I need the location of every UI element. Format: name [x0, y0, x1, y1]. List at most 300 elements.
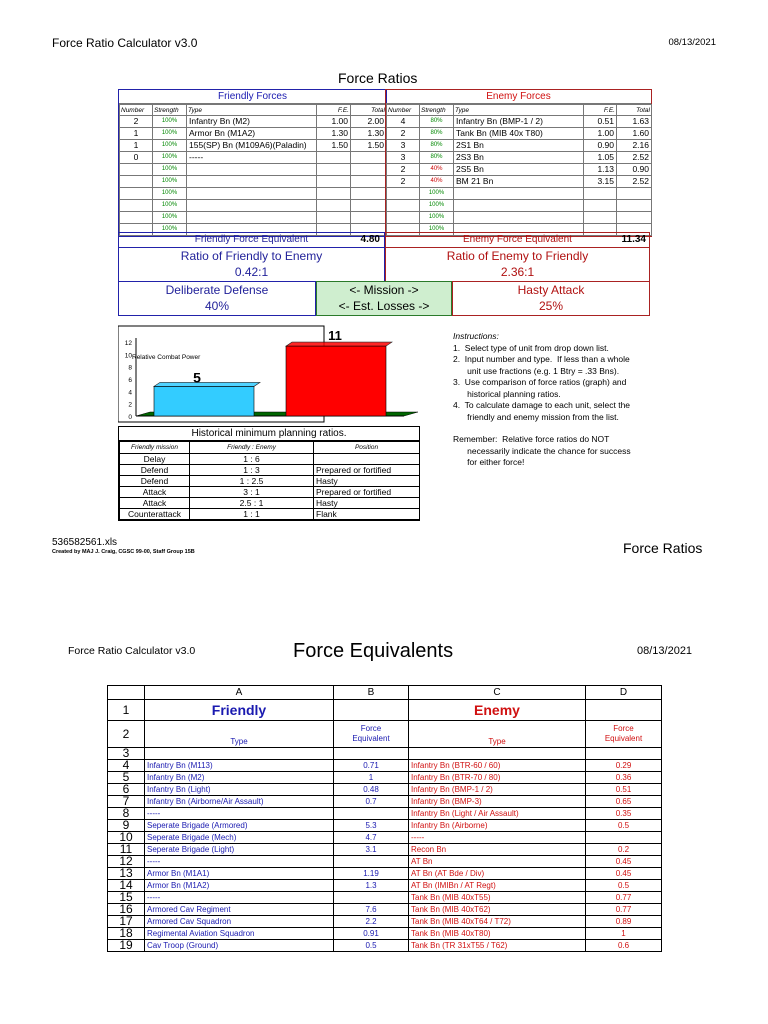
column-letter [108, 686, 145, 700]
hist-ratio: 2.5 : 1 [190, 498, 314, 509]
unit-type [187, 176, 317, 188]
enemy-forces-header: Enemy Forces [386, 90, 651, 104]
unit-count: 3 [387, 152, 420, 164]
enemy-type: Infantry Bn (BMP-1 / 2) [409, 784, 586, 796]
hist-col-position: Position [314, 442, 420, 454]
bar-top-friendly [154, 382, 260, 386]
hist-row [120, 465, 420, 476]
enemy-type: ----- [409, 832, 586, 844]
fe-row [108, 892, 662, 904]
col-type: Type [187, 105, 317, 116]
friendly-forces-header: Friendly Forces [119, 90, 386, 104]
unit-fe: 1.30 [317, 128, 351, 140]
friendly-type: Regimental Aviation Squadron [145, 928, 334, 940]
unit-type [187, 164, 317, 176]
unit-count: 2 [120, 116, 153, 128]
unit-type: Infantry Bn (BMP-1 / 2) [454, 116, 584, 128]
unit-count: 2 [387, 176, 420, 188]
unit-type: Infantry Bn (M2) [187, 116, 317, 128]
enemy-fe: 0.35 [586, 808, 662, 820]
col-number: Number [387, 105, 420, 116]
mission-label: <- Mission -> [349, 283, 419, 297]
unit-strength: 100% [420, 200, 454, 212]
y-tick-label: 6 [128, 377, 132, 384]
unit-count: 4 [387, 116, 420, 128]
fe-row [108, 784, 662, 796]
unit-count [120, 176, 153, 188]
enemy-fe: 0.77 [586, 904, 662, 916]
unit-fe [317, 200, 351, 212]
hist-position: Prepared or fortified [314, 465, 420, 476]
fe-label-line1: Force [613, 724, 634, 733]
row-number: 4 [108, 760, 145, 772]
unit-type [187, 212, 317, 224]
unit-strength: 40% [420, 176, 454, 188]
fe-label-line2: Equivalent [604, 734, 643, 743]
y-tick-label: 4 [128, 389, 132, 397]
friendly-unit-row[interactable] [120, 188, 387, 200]
unit-fe [584, 188, 617, 200]
page2-app-title: Force Ratio Calculator v3.0 [68, 645, 196, 657]
friendly-forces-panel [118, 89, 387, 237]
historical-ratios-panel [118, 426, 420, 521]
row-number: 12 [108, 856, 145, 868]
unit-total: 2.52 [617, 176, 652, 188]
unit-fe [317, 188, 351, 200]
hist-mission: Delay [120, 454, 190, 465]
enemy-fe: 0.36 [586, 772, 662, 784]
footer-title: Force Ratios [623, 540, 703, 556]
friendly-fe: 0.71 [334, 760, 409, 772]
friendly-type-label: Type [145, 721, 334, 748]
relative-combat-power-chart [118, 322, 424, 426]
remember-line: necessarily indicate the chance for success [453, 445, 631, 456]
instruction-line: friendly and enemy mission from the list. [453, 411, 619, 422]
unit-total [617, 200, 652, 212]
unit-strength: 100% [153, 152, 187, 164]
friendly-unit-row[interactable] [120, 200, 387, 212]
instruction-line: unit use fractions (e.g. 1 Btry = .33 Bns). [453, 365, 620, 376]
row-number: 3 [108, 748, 145, 760]
unit-strength: 100% [153, 140, 187, 152]
friendly-fe: 2.2 [334, 916, 409, 928]
friendly-forces-table [119, 104, 387, 236]
row-number: 18 [108, 928, 145, 940]
unit-strength: 100% [153, 224, 187, 236]
unit-fe: 1.00 [317, 116, 351, 128]
enemy-unit-row[interactable] [387, 164, 652, 176]
row-number: 13 [108, 868, 145, 880]
friendly-unit-row[interactable] [120, 116, 387, 128]
unit-strength: 100% [153, 164, 187, 176]
friendly-type: Infantry Bn (M2) [145, 772, 334, 784]
enemy-type: Infantry Bn (Light / Air Assault) [409, 808, 586, 820]
unit-fe: 1.05 [584, 152, 617, 164]
unit-type [187, 188, 317, 200]
friendly-fe-box [118, 232, 385, 248]
unit-total: 1.63 [617, 116, 652, 128]
remember-line: Remember: Relative force ratios do NOT [453, 434, 610, 444]
enemy-heading: Enemy [409, 700, 586, 721]
unit-strength: 100% [153, 128, 187, 140]
row-number: 8 [108, 808, 145, 820]
hist-position: Hasty [314, 498, 420, 509]
enemy-type: Tank Bn (MIB 40xT62) [409, 904, 586, 916]
enemy-fe: 0.51 [586, 784, 662, 796]
unit-total: 2.00 [351, 116, 387, 128]
enemy-type: Infantry Bn (Airborne) [409, 820, 586, 832]
enemy-fe: 0.5 [586, 820, 662, 832]
unit-total: 2.16 [617, 140, 652, 152]
friendly-fe [334, 748, 409, 760]
unit-fe: 0.51 [584, 116, 617, 128]
col-total: Total [351, 105, 387, 116]
enemy-fe [586, 832, 662, 844]
hist-ratio: 1 : 2.5 [190, 476, 314, 487]
enemy-ratio-value: 2.36:1 [500, 265, 535, 279]
fe-row [108, 868, 662, 880]
instruction-line: 4. To calculate damage to each unit, select the [453, 400, 631, 410]
unit-strength: 80% [420, 128, 454, 140]
enemy-ratio-box [385, 247, 650, 282]
enemy-type-label: Type [409, 721, 586, 748]
fe-row [108, 760, 662, 772]
friendly-type: Seperate Brigade (Light) [145, 844, 334, 856]
enemy-fe: 0.65 [586, 796, 662, 808]
fe-row [108, 916, 662, 928]
enemy-type: Infantry Bn (BTR-70 / 80) [409, 772, 586, 784]
hist-ratio: 1 : 6 [190, 454, 314, 465]
unit-fe [584, 200, 617, 212]
enemy-fe-value: 11.34 [621, 234, 646, 245]
col-total: Total [617, 105, 652, 116]
enemy-type: Tank Bn (MIB 40xT80) [409, 928, 586, 940]
col-strength: Strength [153, 105, 187, 116]
unit-strength: 80% [420, 152, 454, 164]
enemy-loss-value: 25% [538, 299, 564, 313]
hist-ratio: 1 : 3 [190, 465, 314, 476]
enemy-unit-row[interactable] [387, 200, 652, 212]
unit-strength: 100% [153, 176, 187, 188]
friendly-fe: 1 [334, 772, 409, 784]
data-label: 5 [193, 369, 201, 386]
hist-row [120, 454, 420, 465]
unit-count [387, 188, 420, 200]
friendly-unit-row[interactable] [120, 140, 387, 152]
friendly-fe: 3.1 [334, 844, 409, 856]
bar-enemy [286, 346, 386, 416]
unit-type: Armor Bn (M1A2) [187, 128, 317, 140]
unit-strength: 100% [420, 224, 454, 236]
unit-strength: 100% [420, 188, 454, 200]
instruction-line: 2. Input number and type. If less than a whole [453, 354, 630, 364]
hist-ratio: 1 : 1 [190, 509, 314, 520]
row-number: 7 [108, 796, 145, 808]
enemy-type: Recon Bn [409, 844, 586, 856]
column-letter: D [586, 686, 662, 700]
hist-mission: Defend [120, 476, 190, 487]
row-number: 14 [108, 880, 145, 892]
unit-type [454, 212, 584, 224]
unit-fe: 1.50 [317, 140, 351, 152]
hist-position: Flank [314, 509, 420, 520]
row-number: 11 [108, 844, 145, 856]
unit-fe [584, 212, 617, 224]
unit-strength: 100% [153, 188, 187, 200]
unit-total [351, 164, 387, 176]
enemy-fe: 0.77 [586, 892, 662, 904]
enemy-fe: 0.6 [586, 940, 662, 952]
friendly-fe [334, 856, 409, 868]
enemy-mission-value: Hasty Attack [517, 283, 585, 297]
friendly-ratio-value: 0.42:1 [234, 265, 269, 279]
row-number: 9 [108, 820, 145, 832]
unit-count [120, 164, 153, 176]
unit-total: 1.60 [617, 128, 652, 140]
col-type: Type [454, 105, 584, 116]
row-number: 10 [108, 832, 145, 844]
enemy-type [409, 748, 586, 760]
col-strength: Strength [420, 105, 454, 116]
friendly-fe: 4.7 [334, 832, 409, 844]
unit-fe [317, 176, 351, 188]
unit-total [617, 188, 652, 200]
enemy-fe: 0.45 [586, 868, 662, 880]
row-number: 5 [108, 772, 145, 784]
column-letter: B [334, 686, 409, 700]
friendly-type: Seperate Brigade (Mech) [145, 832, 334, 844]
unit-type: 2S5 Bn [454, 164, 584, 176]
friendly-unit-row[interactable] [120, 212, 387, 224]
row-number: 15 [108, 892, 145, 904]
unit-type [454, 188, 584, 200]
chart-title: Relative Combat Power [132, 354, 201, 361]
enemy-forces-panel [385, 89, 652, 237]
file-name: 536582561.xls [52, 537, 118, 548]
friendly-fe-label: Friendly Force Equivalent [194, 234, 309, 245]
hist-mission: Attack [120, 487, 190, 498]
force-equivalents-table [107, 685, 662, 952]
unit-count: 1 [120, 140, 153, 152]
fe-row [108, 820, 662, 832]
enemy-type: Infantry Bn (BTR-60 / 60) [409, 760, 586, 772]
page-title: Force Ratios [338, 70, 418, 86]
unit-fe: 3.15 [584, 176, 617, 188]
enemy-fe: 0.89 [586, 916, 662, 928]
friendly-type: Armor Bn (M1A2) [145, 880, 334, 892]
friendly-unit-row[interactable] [120, 152, 387, 164]
enemy-unit-row[interactable] [387, 116, 652, 128]
unit-type: BM 21 Bn [454, 176, 584, 188]
unit-total [351, 212, 387, 224]
print-date: 08/13/2021 [668, 37, 716, 48]
friendly-unit-row[interactable] [120, 176, 387, 188]
enemy-type: Tank Bn (MIB 40xT64 / T72) [409, 916, 586, 928]
fe-row [108, 880, 662, 892]
enemy-type: AT Bn (AT Bde / Div) [409, 868, 586, 880]
remember-line: for either force! [453, 457, 525, 467]
row-number: 6 [108, 784, 145, 796]
enemy-forces-table [386, 104, 652, 236]
row-number: 16 [108, 904, 145, 916]
instruction-line: 1. Select type of unit from drop down list. [453, 342, 609, 353]
friendly-unit-row[interactable] [120, 128, 387, 140]
page2-title: Force Equivalents [293, 640, 454, 662]
y-tick-label: 10 [124, 352, 132, 360]
hist-mission: Attack [120, 498, 190, 509]
unit-total [351, 152, 387, 164]
column-letter: A [145, 686, 334, 700]
friendly-type: ----- [145, 856, 334, 868]
historical-ratios-title: Historical minimum planning ratios. [119, 427, 419, 441]
hist-position [314, 454, 420, 465]
friendly-fe-value: 4.80 [360, 234, 380, 245]
enemy-unit-row[interactable] [387, 152, 652, 164]
data-label: 11 [328, 328, 342, 344]
friendly-type: Armored Cav Squadron [145, 916, 334, 928]
row-number: 17 [108, 916, 145, 928]
enemy-type: AT Bn [409, 856, 586, 868]
enemy-unit-row[interactable] [387, 128, 652, 140]
credits: Created by MAJ J. Craig, CGSC 99-00, Staff Group 15B [52, 549, 195, 555]
unit-fe [317, 152, 351, 164]
friendly-type: Armored Cav Regiment [145, 904, 334, 916]
friendly-type: Cav Troop (Ground) [145, 940, 334, 952]
friendly-fe: 1.3 [334, 880, 409, 892]
enemy-fe [586, 748, 662, 760]
unit-fe: 1.13 [584, 164, 617, 176]
unit-type: ----- [187, 152, 317, 164]
unit-count: 0 [120, 152, 153, 164]
col-fe: F.E. [584, 105, 617, 116]
fe-row [108, 844, 662, 856]
friendly-fe [334, 808, 409, 820]
enemy-fe: 0.29 [586, 760, 662, 772]
friendly-fe: 1.19 [334, 868, 409, 880]
hist-ratio: 3 : 1 [190, 487, 314, 498]
historical-ratios-table [119, 441, 420, 520]
unit-count: 2 [387, 128, 420, 140]
unit-strength: 100% [420, 212, 454, 224]
fe-row [108, 928, 662, 940]
enemy-fe-label: Enemy Force Equivalent [463, 234, 572, 245]
unit-fe [317, 212, 351, 224]
unit-count [120, 212, 153, 224]
friendly-fe: 0.5 [334, 940, 409, 952]
fe-row [108, 772, 662, 784]
unit-count: 2 [387, 164, 420, 176]
unit-type: Tank Bn (MIB 40x T80) [454, 128, 584, 140]
unit-strength: 100% [153, 212, 187, 224]
friendly-type: ----- [145, 808, 334, 820]
hist-mission: Counterattack [120, 509, 190, 520]
hist-col-mission: Friendly mission [120, 442, 190, 454]
losses-label: <- Est. Losses -> [338, 299, 430, 313]
friendly-type: Infantry Bn (M113) [145, 760, 334, 772]
fe-row [108, 808, 662, 820]
enemy-fe-label-cell [586, 721, 662, 748]
row-number: 19 [108, 940, 145, 952]
unit-total [351, 200, 387, 212]
friendly-fe [334, 892, 409, 904]
enemy-ratio-label: Ratio of Enemy to Friendly [446, 249, 589, 263]
hist-row [120, 509, 420, 520]
hist-row [120, 498, 420, 509]
enemy-mission-select[interactable] [452, 281, 650, 316]
unit-count [120, 200, 153, 212]
enemy-fe: 1 [586, 928, 662, 940]
unit-count [387, 212, 420, 224]
enemy-fe: 0.5 [586, 880, 662, 892]
friendly-type: Infantry Bn (Light) [145, 784, 334, 796]
enemy-type: AT Bn (IMIBn / AT Regt) [409, 880, 586, 892]
friendly-ratio-box [118, 247, 385, 282]
unit-total [351, 176, 387, 188]
fe-label-line2: Equivalent [352, 734, 390, 743]
unit-total: 2.52 [617, 152, 652, 164]
instruction-line: historical planning ratios. [453, 388, 561, 399]
friendly-mission-select[interactable] [118, 281, 316, 316]
hist-mission: Defend [120, 465, 190, 476]
row-number: 2 [108, 721, 145, 748]
friendly-type: Armor Bn (M1A1) [145, 868, 334, 880]
instruction-line: 3. Use comparison of force ratios (graph) and [453, 377, 627, 387]
unit-strength: 40% [420, 164, 454, 176]
enemy-type: Tank Bn (MIB 40xT55) [409, 892, 586, 904]
enemy-unit-row[interactable] [387, 176, 652, 188]
unit-total: 1.50 [351, 140, 387, 152]
col-fe: F.E. [317, 105, 351, 116]
unit-total [351, 188, 387, 200]
fe-label-line1: Force [360, 724, 382, 733]
friendly-unit-row[interactable] [120, 164, 387, 176]
row-number: 1 [108, 700, 145, 721]
fe-row [108, 832, 662, 844]
unit-strength: 80% [420, 116, 454, 128]
unit-total: 0.90 [617, 164, 652, 176]
mission-losses-legend [316, 281, 452, 316]
unit-fe: 1.00 [584, 128, 617, 140]
friendly-type [145, 748, 334, 760]
enemy-type: Infantry Bn (BMP-3) [409, 796, 586, 808]
unit-type: 155(SP) Bn (M109A6)(Paladin) [187, 140, 317, 152]
unit-total [617, 212, 652, 224]
unit-type: 2S3 Bn [454, 152, 584, 164]
fe-row [108, 904, 662, 916]
enemy-fe: 0.45 [586, 856, 662, 868]
enemy-unit-row[interactable] [387, 188, 652, 200]
app-title: Force Ratio Calculator v3.0 [52, 36, 198, 50]
y-tick-label: 8 [128, 364, 132, 372]
enemy-unit-row[interactable] [387, 212, 652, 224]
unit-type [454, 200, 584, 212]
unit-strength: 100% [153, 116, 187, 128]
enemy-unit-row[interactable] [387, 140, 652, 152]
friendly-fe: 0.91 [334, 928, 409, 940]
unit-count: 1 [120, 128, 153, 140]
instructions-title: Instructions: [453, 331, 499, 341]
unit-total: 1.30 [351, 128, 387, 140]
friendly-heading: Friendly [145, 700, 334, 721]
fe-row [108, 796, 662, 808]
unit-strength: 80% [420, 140, 454, 152]
hist-row [120, 476, 420, 487]
unit-fe: 0.90 [584, 140, 617, 152]
y-tick-label: 2 [128, 401, 132, 409]
enemy-fe: 0.2 [586, 844, 662, 856]
friendly-fe: 0.7 [334, 796, 409, 808]
fe-row [108, 748, 662, 760]
